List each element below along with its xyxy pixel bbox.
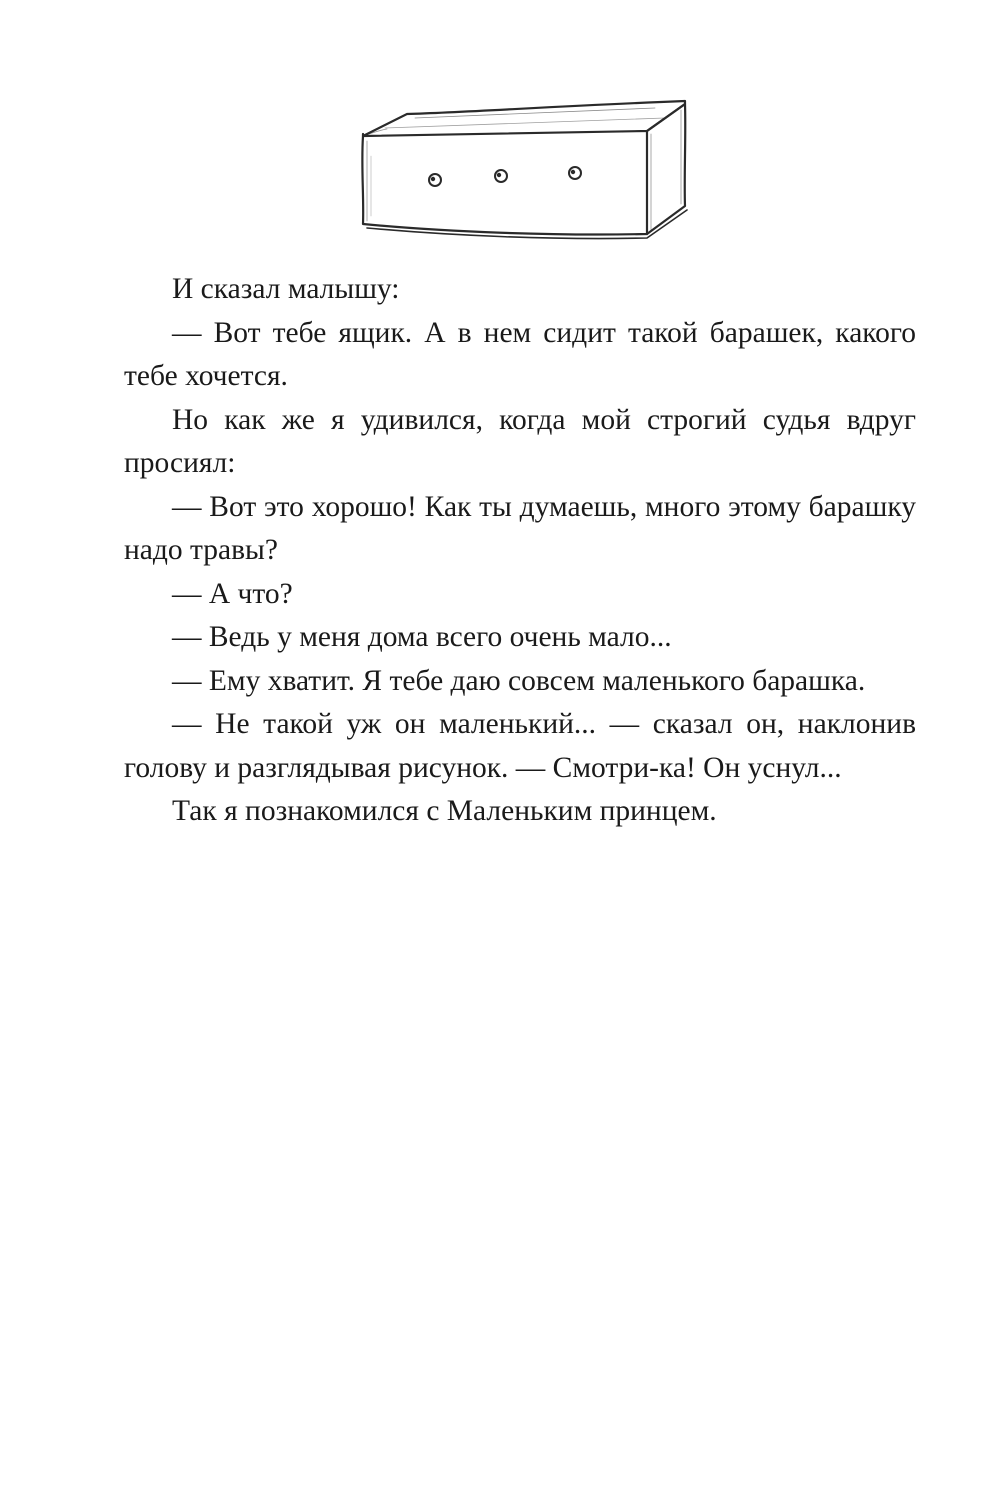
paragraph: Но как же я удивился, когда мой строгий судья вдруг просиял:	[124, 403, 916, 479]
story-text	[124, 268, 916, 834]
box-hole	[569, 167, 581, 179]
box-with-holes-icon	[355, 96, 690, 242]
box-top-face	[363, 101, 685, 136]
box-hole	[495, 170, 507, 182]
paragraph: — Вот тебе ящик. А в нем сидит такой барашек, какого тебе хочется.	[124, 316, 916, 392]
paragraph: — Вот это хорошо! Как ты думаешь, много этому барашку надо травы?	[124, 490, 916, 566]
paragraph: — Не такой уж он маленький... — сказал он, наклонив голову и разглядывая рисунок. — Смотри-ка! Он уснул...	[124, 708, 916, 784]
paragraph: — Ведь у меня дома всего очень мало...	[172, 621, 672, 653]
paragraph: И сказал малышу:	[172, 273, 400, 305]
box-hole	[429, 174, 441, 186]
paragraph: — А что?	[172, 577, 293, 610]
box-holes	[429, 167, 581, 186]
paragraph: — Ему хватит. Я тебе даю совсем маленького барашка.	[172, 664, 866, 697]
box-front-face	[362, 131, 647, 235]
paragraph: Так я познакомился с Маленьким принцем.	[172, 795, 717, 827]
